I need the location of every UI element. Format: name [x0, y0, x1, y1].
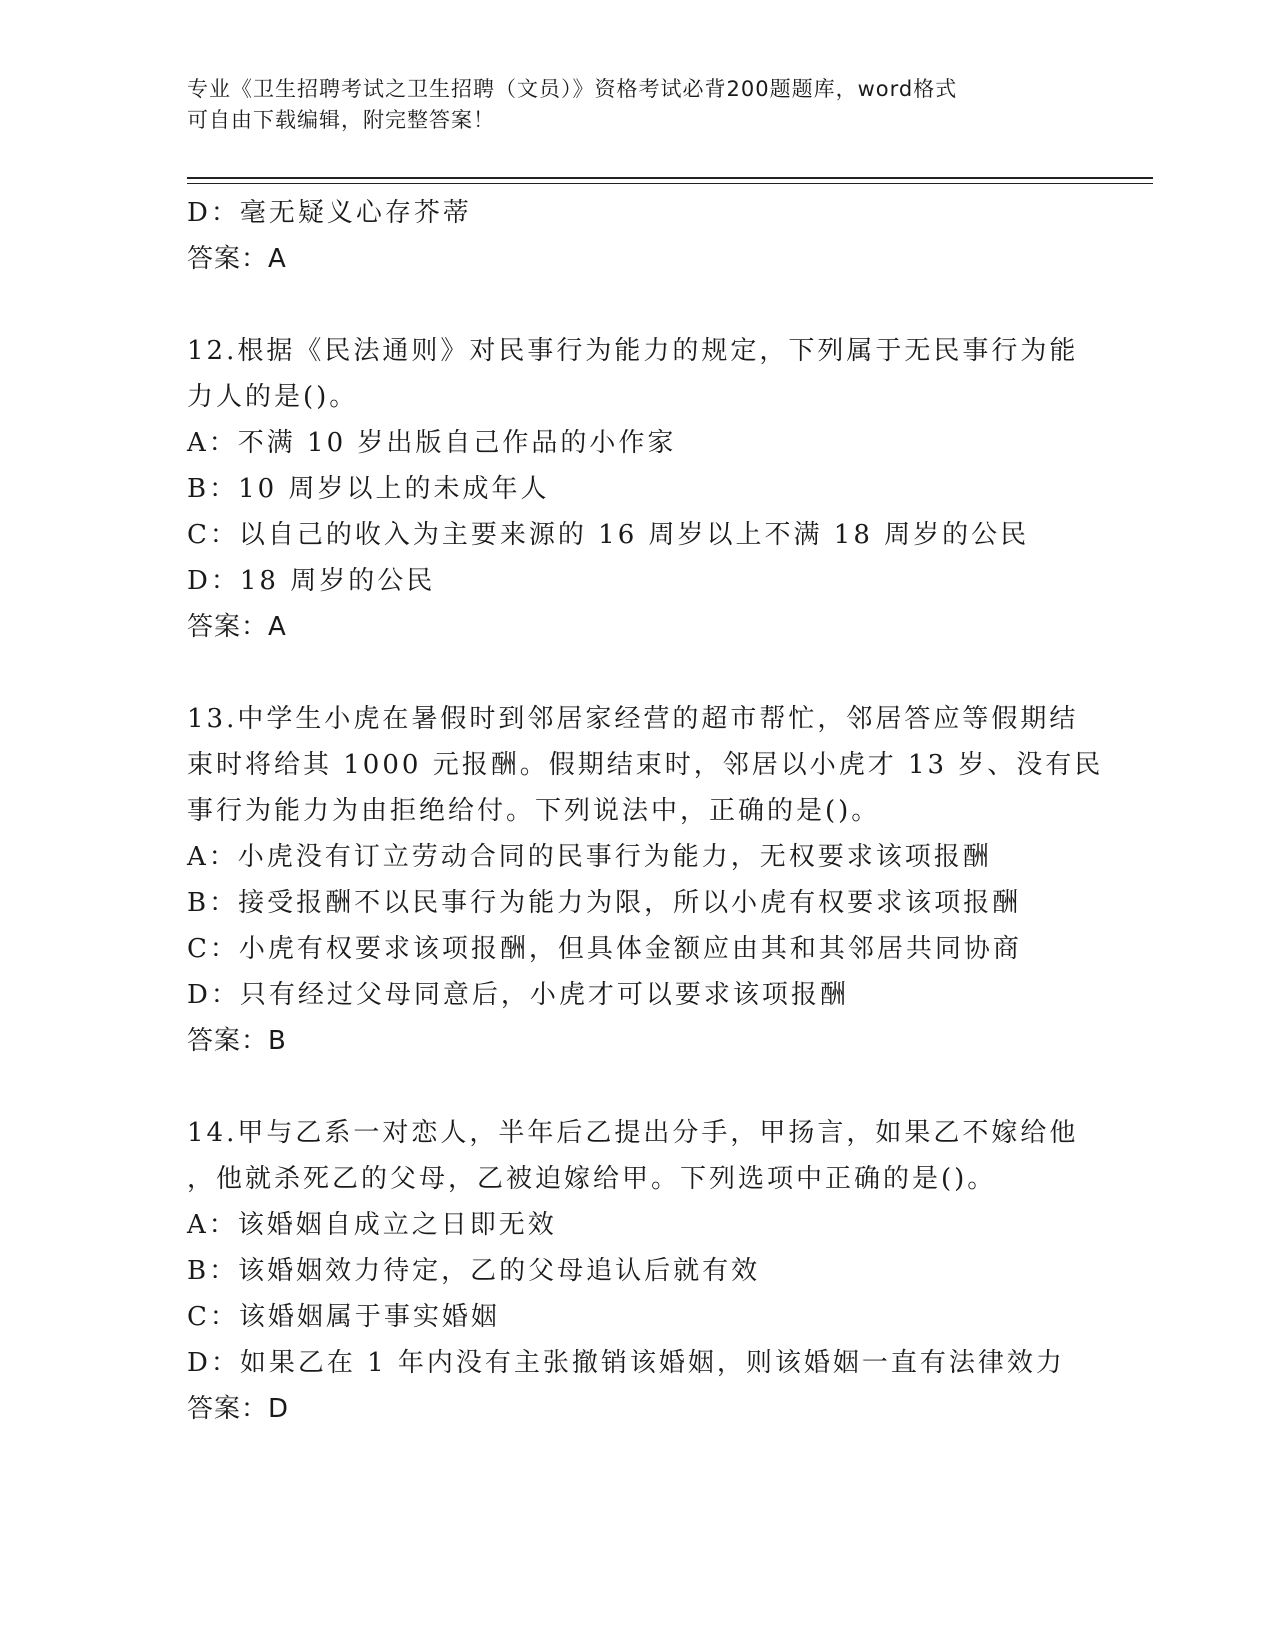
option-c: C：以自己的收入为主要来源的 16 周岁以上不满 18 周岁的公民: [187, 520, 1030, 550]
spacer: [187, 1064, 1067, 1110]
option-b: B：该婚姻效力待定，乙的父母追认后就有效: [187, 1256, 761, 1286]
question-12: [187, 328, 1079, 650]
spacer: [187, 650, 1067, 696]
question-stem-line: 14.甲与乙系一对恋人，半年后乙提出分手，甲扬言，如果乙不嫁给他: [187, 1118, 1079, 1148]
answer-line: 答案：A: [187, 612, 287, 642]
header-divider-thick: [187, 177, 1153, 179]
header-line-1: 专业《卫生招聘考试之卫生招聘（文员）》资格考试必背200题题库，word格式: [187, 77, 958, 101]
option-c: C：小虎有权要求该项报酬，但具体金额应由其和其邻居共同协商: [187, 934, 1022, 964]
option-a: A：该婚姻自成立之日即无效: [187, 1210, 557, 1240]
answer-line: 答案：D: [187, 1394, 290, 1424]
question-stem-line: 事行为能力为由拒绝给付。下列说法中，正确的是()。: [187, 796, 881, 826]
previous-option-d: D：毫无疑义心存芥蒂: [187, 198, 472, 228]
option-c: C：该婚姻属于事实婚姻: [187, 1302, 500, 1332]
spacer: [187, 282, 1067, 328]
question-stem-line: 力人的是()。: [187, 382, 359, 412]
question-stem-line: 13.中学生小虎在暑假时到邻居家经营的超市帮忙，邻居答应等假期结: [187, 704, 1079, 734]
question-14: [187, 1110, 1079, 1432]
question-list: [187, 190, 1104, 1432]
document-header: [187, 74, 1087, 136]
option-a: A：小虎没有订立劳动合同的民事行为能力，无权要求该项报酬: [187, 842, 992, 872]
option-d: D：18 周岁的公民: [187, 566, 436, 596]
option-d: D：如果乙在 1 年内没有主张撤销该婚姻，则该婚姻一直有法律效力: [187, 1348, 1065, 1378]
option-d: D：只有经过父母同意后，小虎才可以要求该项报酬: [187, 980, 849, 1010]
header-divider-thin: [187, 183, 1153, 184]
question-stem-line: ，他就杀死乙的父母，乙被迫嫁给甲。下列选项中正确的是()。: [187, 1164, 997, 1194]
header-line-2: 可自由下载编辑，附完整答案！: [187, 108, 495, 132]
question-stem-line: 束时将给其 1000 元报酬。假期结束时，邻居以小虎才 13 岁、没有民: [187, 750, 1104, 780]
question-13: [187, 696, 1104, 1064]
option-b: B：10 周岁以上的未成年人: [187, 474, 550, 504]
previous-answer: 答案：A: [187, 244, 287, 274]
option-a: A：不满 10 岁出版自己作品的小作家: [187, 428, 677, 458]
option-b: B：接受报酬不以民事行为能力为限，所以小虎有权要求该项报酬: [187, 888, 1022, 918]
question-stem-line: 12.根据《民法通则》对民事行为能力的规定，下列属于无民事行为能: [187, 336, 1079, 366]
answer-line: 答案：B: [187, 1026, 287, 1056]
